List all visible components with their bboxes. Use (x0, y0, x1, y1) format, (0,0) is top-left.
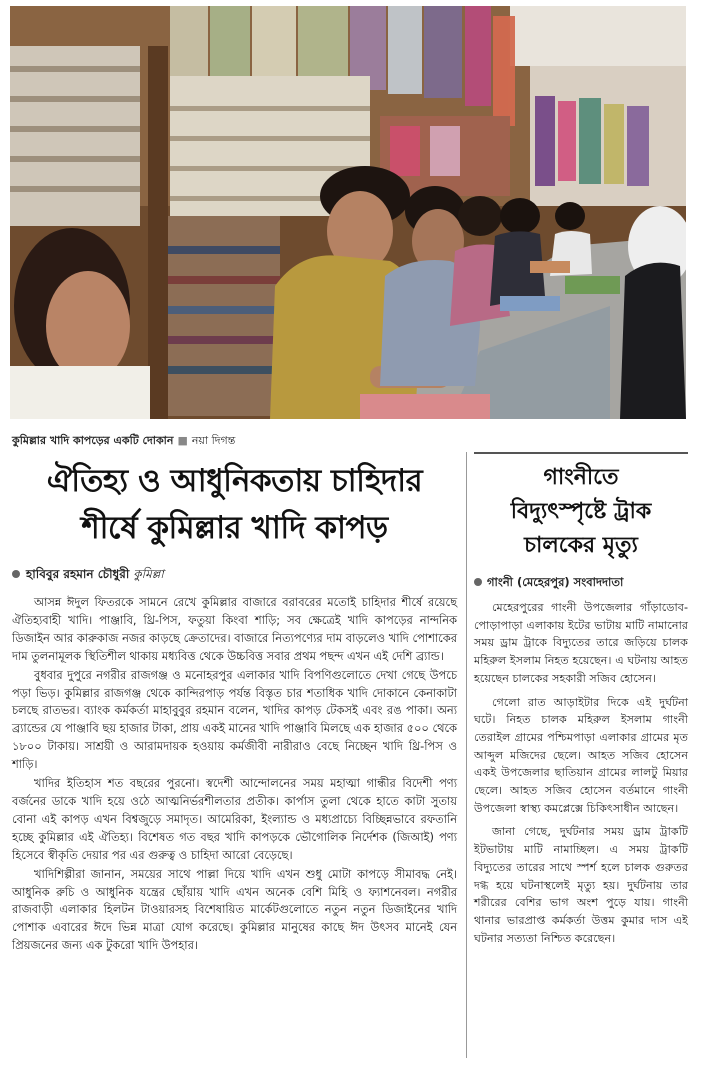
news-photo (10, 6, 686, 419)
main-article (12, 452, 457, 955)
side-headline-line3: চালকের মৃত্যু (524, 532, 638, 558)
side-paragraph-1: মেহেরপুরের গাংনী উপজেলার গাঁড়াডোব-পোড়াপাড়া এলাকায় ইটের ভাটায় মাটি নামানোর সময় ড্রাম ট্রাকে বিদ্যুতের তারে জড়িয়ে চালক মহিরুল ইসলাম নিহত হয়েছেন। এ ঘটনায় আহত হয়েছেন চালকের সহকারী সজিব হোসেন। (474, 601, 688, 685)
author-name: হাবিবুর রহমান চৌধুরী (26, 567, 130, 581)
side-headline-line1: গাংনীতে (543, 464, 619, 490)
side-article (474, 452, 688, 947)
bullet-icon (474, 578, 482, 586)
side-headline (474, 460, 688, 562)
square-bullet-icon: ■ (177, 434, 188, 447)
dateline-location: কুমিল্লা (133, 567, 164, 581)
caption-text: কুমিল্লার খাদি কাপড়ের একটি দোকান (12, 434, 174, 447)
main-byline (12, 566, 457, 586)
shop-photo-illustration (10, 6, 686, 419)
main-headline (12, 458, 457, 552)
side-headline-line2: বিদ্যুৎস্পৃষ্টে ট্রাক (510, 498, 652, 524)
main-paragraph-3: খাদির ইতিহাস শত বছরের পুরনো। স্বদেশী আন্দোলনের সময় মহাত্মা গান্ধীর বিদেশী পণ্য বর্জনের ডাকে খাদি হয়ে ওঠে আত্মনির্ভরশীলতার প্রতীক। কার্পাস তুলা থেকে হাতে কাটা সুতায় বোনা এই কাপড় এখন বিশ্বজুড়ে সমাদৃত। আমেরিকা, ইংল্যান্ড ও মধ্যপ্রাচ্যে বিচ্ছিন্নভাবে রফতানি হচ্ছে কুমিল্লার এই ঐতিহ্য। বিশেষত গত বছর খাদি কাপড়কে ভৌগোলিক নির্দেশক (জিআই) পণ্য হিসেবে স্বীকৃতি দেয়ার পর এর গুরুত্ব ও চাহিদা আরো বেড়েছে। (12, 776, 457, 862)
main-paragraph-2: বুধবার দুপুরে নগরীর রাজগঞ্জ ও মনোহরপুর এলাকার খাদি বিপণিগুলোতে দেখা গেছে উপচে পড়া ভিড়। কুমিল্লার রাজগঞ্জ থেকে কান্দিরপাড় পর্যন্ত বিস্তৃত চার শতাধিক খাদি দোকানে কেনাকাটা চলছে রাতভর। ব্যাংক কর্মকর্তা মাহাবুবুর রহমান বলেন, খাদির কাপড় টেকসই এবং রঙ পাকা। অন্য ব্র্যান্ডের যে পাঞ্জাবি ছয় হাজার টাকা, প্রায় একই মানের খাদি পাঞ্জাবি মিলছে এক হাজার ৫০০ থেকে ১৮০০ টাকায়। সাশ্রয়ী ও আরামদায়ক হওয়ায় কর্মজীবী নারীরাও বেছে নিচ্ছেন খাদি থ্রি-পিস ও শাড়ি। (12, 667, 457, 772)
main-paragraph-4: খাদিশিল্পীরা জানান, সময়ের সাথে পাল্লা দিয়ে খাদি এখন শুধু মোটা কাপড়ে সীমাবদ্ধ নেই। আধুনিক রুচি ও আধুনিক যন্ত্রের ছোঁয়ায় খাদি এখন অনেক বেশি মিহি ও ফ্যাশনেবল। নগরীর রাজবাড়ী এলাকার হিলটন টাওয়ারসহ বিশেষায়িত মার্কেটগুলোতে নতুন নতুন ডিজাইনের খাদি পোশাক এবারের ঈদে ভিন্ন মাত্রা যোগ করেছে। কুমিল্লার মানুষের কাছে ঈদ উৎসব মানেই যেন প্রিয়জনের জন্য এক টুকরো খাদি উপহার। (12, 866, 457, 953)
side-top-rule (474, 452, 688, 454)
side-byline (474, 574, 688, 593)
main-headline-line1: ঐতিহ্য ও আধুনিকতায় চাহিদার (46, 463, 423, 499)
side-paragraph-3: জানা গেছে, দুর্ঘটনার সময় ড্রাম ট্রাকটি ইটভাটায় মাটি নামাচ্ছিল। এ সময় ট্রাকটি বিদ্যুতের তারের সাথে স্পর্শ হলে চালক গুরুতর দগ্ধ হয়ে ঘটনাস্থলেই মৃত্যু হয়। দুর্ঘটনায় তার শরীরের বেশির ভাগ অংশ পুড়ে যায়। গাংনী থানার ভারপ্রাপ্ত কর্মকর্তা উত্তম কুমার দাস এই ঘটনার সত্যতা নিশ্চিত করেছেন। (474, 825, 688, 945)
column-divider (466, 452, 467, 1058)
side-paragraph-2: গেলো রাত আড়াইটার দিকে এই দুর্ঘটনা ঘটে। নিহত চালক মহিরুল ইসলাম গাংনী তেরাইল গ্রামের পশ্চিমপাড়া এলাকার গ্রামের মৃত আব্দুল মজিদের ছেলে। আহত সজিব হোসেন একই উপজেলার ছাতিয়ান গ্রামের লালটু মিয়ার ছেলে। আহত সজিব হোসেন বর্তমানে গাংনী উপজেলা স্বাস্থ্য কমপ্লেক্সে চিকিৎসাধীন আছেন। (474, 695, 688, 815)
photo-credit: নয়া দিগন্ত (191, 434, 236, 447)
main-paragraph-1: আসন্ন ঈদুল ফিতরকে সামনে রেখে কুমিল্লার বাজারে বরাবরের মতোই চাহিদার শীর্ষে রয়েছে ঐতিহ্যবাহী খাদি। পাঞ্জাবি, থ্রি-পিস, ফতুয়া কিংবা শাড়ি; সব ক্ষেত্রেই খাদি কাপড়ের নান্দনিক ডিজাইন আর কারুকাজ নজর কাড়ছে ক্রেতাদের। বাজারে নিত্যপণ্যের দাম বাড়লেও খাদি পোশাকের দাম তুলনামূলক স্থিতিশীল থাকায় মধ্যবিত্ত থেকে উচ্চবিত্ত সবার প্রথম পছন্দ এখন এই দেশি ব্র্যান্ড। (12, 595, 457, 663)
bullet-icon (12, 570, 20, 578)
main-headline-line2: শীর্ষে কুমিল্লার খাদি কাপড় (81, 510, 388, 546)
side-byline-text: গাংনী (মেহেরপুর) সংবাদদাতা (487, 575, 624, 589)
photo-caption (12, 432, 235, 451)
